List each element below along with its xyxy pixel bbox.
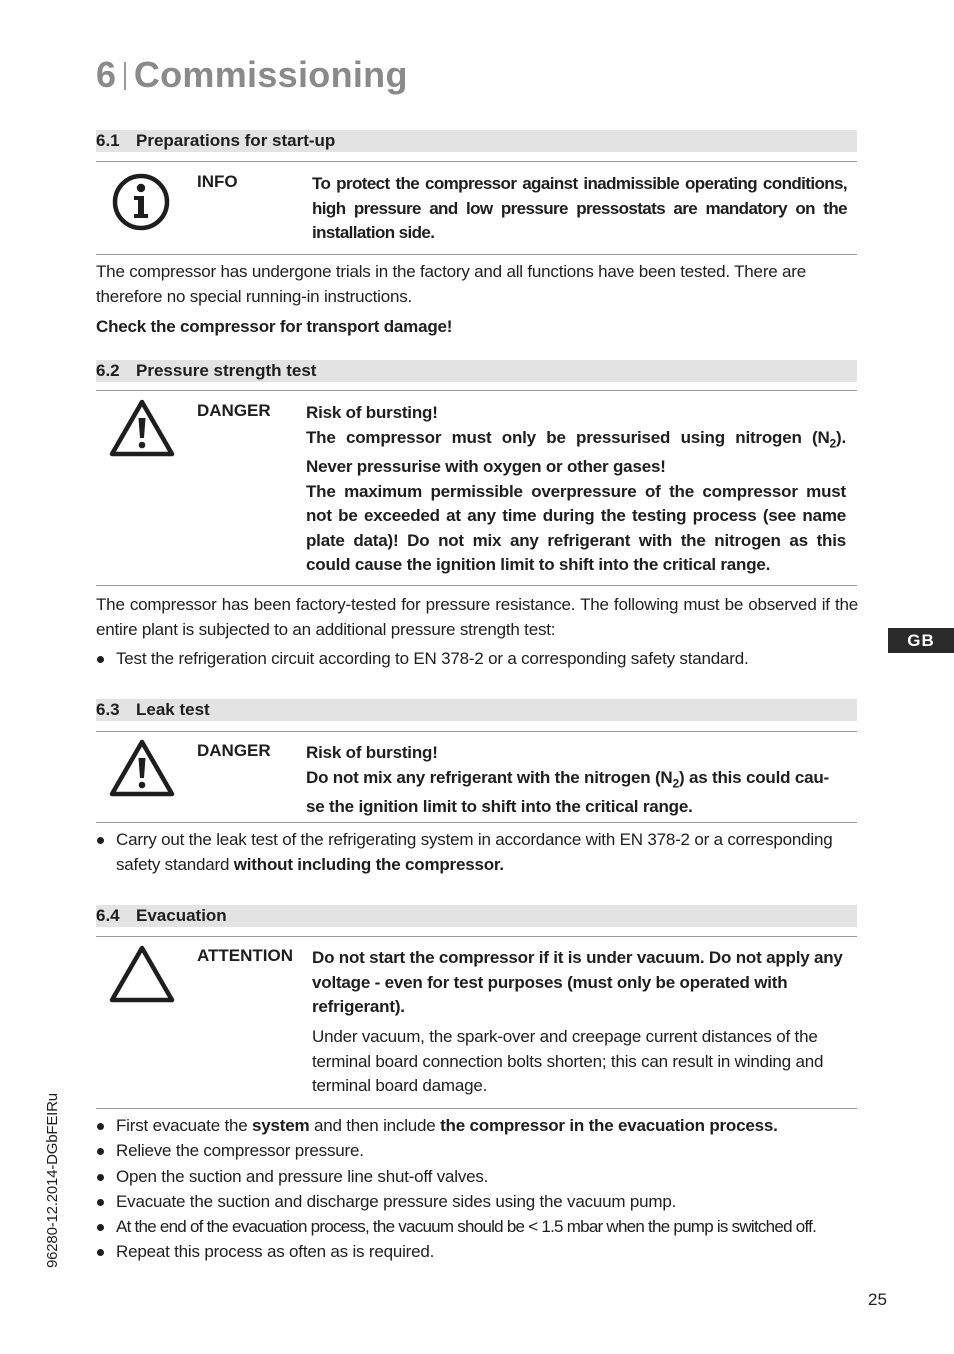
notice-label: INFO xyxy=(197,172,238,191)
attention-notice-detail: Under vacuum, the spark-over and creepage current distances of the terminal board connection bolts shorten; this can result in winding and terminal board damage. xyxy=(312,1027,824,1095)
section-heading-6-1 xyxy=(96,130,857,152)
notice-line: Risk of bursting! xyxy=(306,743,438,762)
list-item: At the end of the evacuation process, the vacuum should be < 1.5 mbar when the pump is switched off. xyxy=(96,1215,858,1240)
bullet-dot xyxy=(97,1224,104,1231)
notice-label: DANGER xyxy=(197,401,271,420)
list-item: Carry out the leak test of the refrigerating system in accordance with EN 378-2 or a corresponding safety standard without including the compressor. xyxy=(96,828,858,877)
section-title: Leak test xyxy=(136,700,210,719)
list-item: Test the refrigeration circuit according to EN 378-2 or a corresponding safety standard. xyxy=(96,647,858,672)
list-item: Open the suction and pressure line shut-off valves. xyxy=(96,1165,858,1190)
notice-line: Do not mix any refrigerant with the nitrogen $(N_2)$ as this could cau-se the ignition limit to shift into the critical range. xyxy=(306,767,829,817)
section-heading-6-4 xyxy=(96,905,857,927)
bullet-dot xyxy=(97,837,104,844)
section-title: Pressure strength test xyxy=(136,361,317,380)
section-heading-6-2 xyxy=(96,360,857,382)
info-icon xyxy=(108,172,172,234)
section-number: 6.2 xyxy=(96,361,120,380)
title-separator xyxy=(124,62,126,90)
language-tab-gb: GB xyxy=(888,628,954,653)
attention-notice-text: Do not start the compressor if it is under vacuum. Do not apply any voltage - even for test purposes (must only be operated with refrigerant). xyxy=(312,948,843,1016)
bullet-dot xyxy=(97,1148,104,1155)
divider xyxy=(96,1108,857,1109)
section-number: 6.1 xyxy=(96,131,120,150)
chapter-number: 6 xyxy=(96,54,117,95)
caution-triangle-icon xyxy=(108,944,176,1004)
section-heading-6-3 xyxy=(96,699,857,721)
danger-notice-text xyxy=(306,741,846,820)
bullet-dot xyxy=(97,1199,104,1206)
bullet-dot xyxy=(97,656,104,663)
chapter-title: Commissioning xyxy=(133,54,408,95)
list-item: Evacuate the suction and discharge pressure sides using the vacuum pump. xyxy=(96,1190,858,1215)
bullet-dot xyxy=(97,1174,104,1181)
section-number: 6.3 xyxy=(96,700,120,719)
section-title: Preparations for start-up xyxy=(136,131,336,150)
paragraph: The compressor has undergone trials in the factory and all functions have been tested. There are therefore no special running-in instructions. xyxy=(96,262,807,306)
divider xyxy=(96,390,857,391)
warning-triangle-icon xyxy=(108,398,176,458)
page-number: 25 xyxy=(868,1290,887,1309)
list-item: First evacuate the system and then include the compressor in the evacuation process. xyxy=(96,1114,858,1139)
bullet-dot xyxy=(97,1249,104,1256)
list-item: Relieve the compressor pressure. xyxy=(96,1139,858,1164)
bullet-dot xyxy=(97,1123,104,1130)
warning-triangle-icon xyxy=(108,738,176,798)
divider xyxy=(96,161,857,162)
divider xyxy=(96,585,857,586)
notice-label: ATTENTION xyxy=(197,946,294,965)
notice-label: DANGER xyxy=(197,741,271,760)
notice-line: The compressor must only be pressurised using nitrogen $(N_2)$. Never pressurise with oxygen or other gases! xyxy=(306,427,846,477)
notice-line: The maximum permissible overpressure of the compressor must not be exceeded at any time during the testing process (see name plate data)! Do not mix any refrigerant with the nitrogen as this could cause the ignition limit to shift into the critical range. xyxy=(306,481,846,575)
section-title: Evacuation xyxy=(136,906,227,925)
danger-notice-text xyxy=(306,401,846,578)
list-item: Repeat this process as often as is required. xyxy=(96,1240,858,1265)
notice-line: Risk of bursting! xyxy=(306,403,438,422)
divider xyxy=(96,731,857,732)
paragraph: The compressor has been factory-tested for pressure resistance. The following must be observed if the entire plant is subjected to an additional pressure strength test: xyxy=(96,595,858,639)
paragraph-bold: Check the compressor for transport damage! xyxy=(96,317,453,336)
divider xyxy=(96,254,857,255)
info-notice-text: To protect the compressor against inadmissible operating conditions, high pressure and low pressure pressostats are mandatory on the installation side. xyxy=(312,174,847,242)
page-title xyxy=(96,54,408,96)
divider xyxy=(96,936,857,937)
document-code: 96280-12.2014-DGbFEIRu xyxy=(44,1093,61,1268)
divider xyxy=(96,822,857,823)
section-number: 6.4 xyxy=(96,906,120,925)
